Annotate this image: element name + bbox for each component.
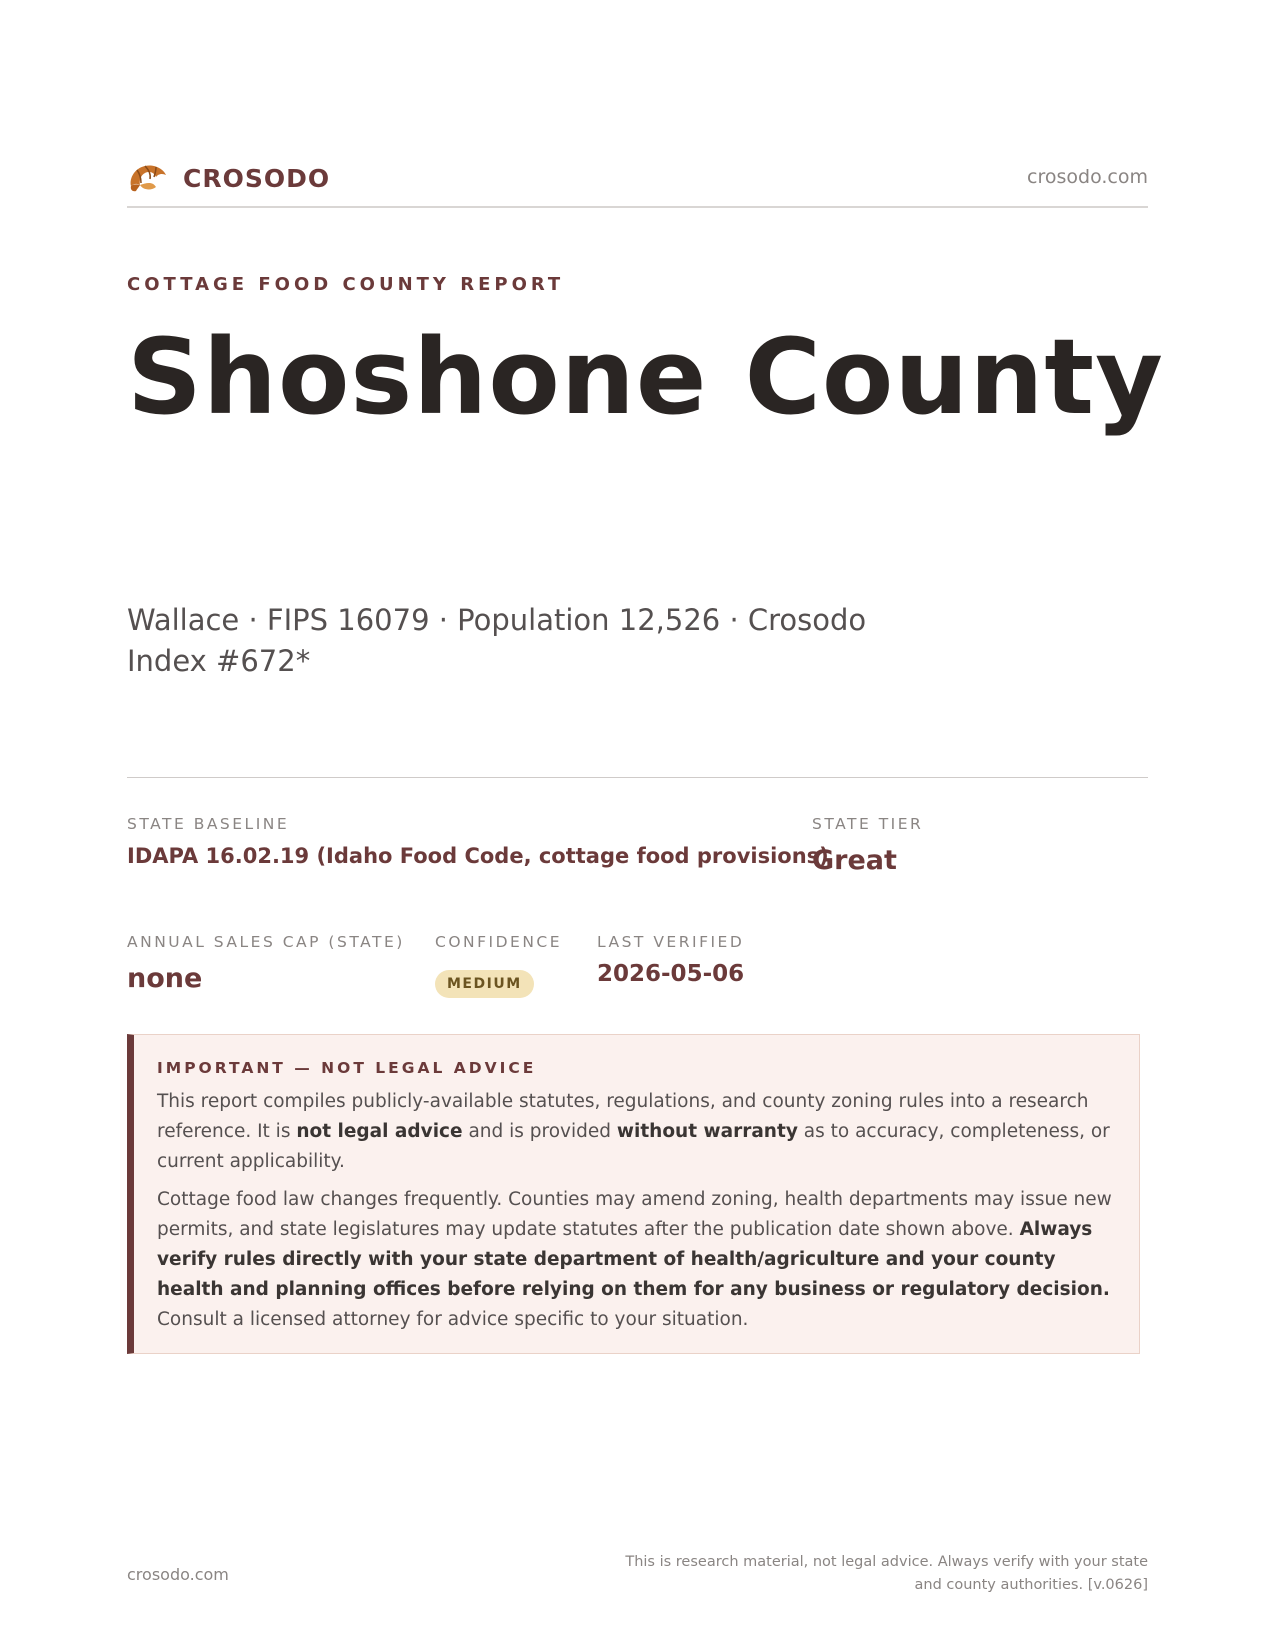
sales-cap-value: none xyxy=(127,963,203,994)
notice-text: as to accuracy, completeness, or current applicability. xyxy=(157,1121,1110,1172)
notice-emphasis: without warranty xyxy=(616,1121,798,1142)
notice-title: IMPORTANT — NOT LEGAL ADVICE xyxy=(157,1059,537,1077)
report-page xyxy=(127,0,1164,1650)
notice-text: Cottage food law changes frequently. Counties may amend zoning, health departments may issue new permits, and state legislatures may update statutes after the publication date shown above. xyxy=(157,1189,1112,1240)
last-verified-label: LAST VERIFIED xyxy=(597,933,745,951)
legal-notice xyxy=(127,1034,1140,1354)
state-baseline-value: IDAPA 16.02.19 (Idaho Food Code, cottage food provisions) xyxy=(127,844,829,868)
page-title: Shoshone County xyxy=(127,316,1164,438)
confidence-label: CONFIDENCE xyxy=(435,933,563,951)
confidence-badge: MEDIUM xyxy=(435,970,534,998)
last-verified-value: 2026-05-06 xyxy=(597,961,745,987)
footer-disclaimer: This is research material, not legal advice. Always verify with your state and county authorities. [v.0626] xyxy=(625,1554,1148,1593)
brand xyxy=(127,160,330,196)
report-eyebrow: COTTAGE FOOD COUNTY REPORT xyxy=(127,274,565,295)
state-baseline-label: STATE BASELINE xyxy=(127,815,290,833)
sales-cap-label: ANNUAL SALES CAP (STATE) xyxy=(127,933,405,951)
notice-text: This report compiles publicly-available statutes, regulations, and county zoning rules into a research reference. It is xyxy=(157,1091,1089,1142)
section-divider xyxy=(127,777,1148,778)
notice-paragraph-1 xyxy=(157,1087,1117,1177)
croissant-icon xyxy=(127,160,169,196)
site-url[interactable]: crosodo.com xyxy=(1027,166,1148,188)
state-tier-value: Great xyxy=(812,845,897,876)
notice-text: and is provided xyxy=(462,1121,617,1142)
notice-paragraph-2 xyxy=(157,1185,1117,1335)
county-summary: Wallace · FIPS 16079 · Population 12,526 · Crosodo Index #672* xyxy=(127,603,867,678)
notice-emphasis: not legal advice xyxy=(296,1121,463,1142)
state-tier-label: STATE TIER xyxy=(812,815,924,833)
notice-text: Consult a licensed attorney for advice specific to your situation. xyxy=(157,1309,749,1330)
footer-site-url[interactable]: crosodo.com xyxy=(127,1565,229,1584)
brand-name: CROSODO xyxy=(183,163,331,193)
notice-emphasis: Always verify rules directly with your state department of health/agriculture and your county health and planning offices before relying on them for any business or regulatory decision. xyxy=(157,1219,1110,1300)
page-header xyxy=(127,156,1148,208)
